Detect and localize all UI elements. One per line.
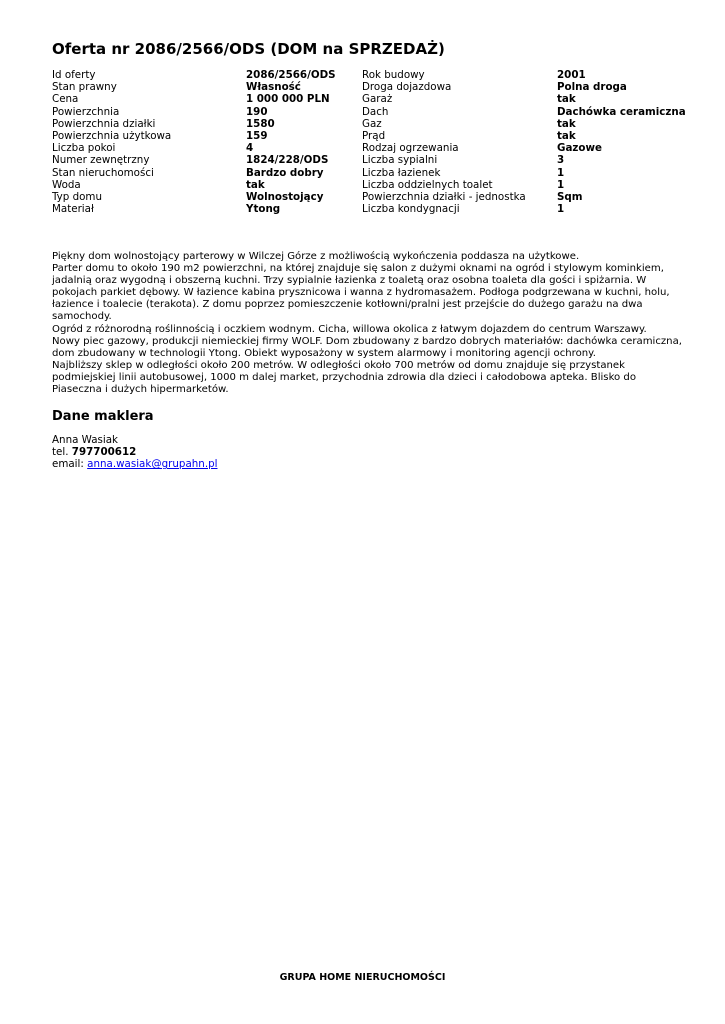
- property-value: tak: [246, 178, 265, 191]
- property-label: Rodzaj ogrzewania: [362, 142, 459, 155]
- agent-phone: 797700612: [71, 446, 137, 459]
- description-paragraph: Piękny dom wolnostojący parterowy w Wilczej Górze z możliwością wykończenia poddasza na użytkowe.: [52, 251, 580, 262]
- agent-name: Anna Wasiak: [52, 434, 119, 446]
- property-value: 159: [246, 129, 268, 142]
- property-label: Liczba kondygnacji: [362, 203, 460, 216]
- email-label: email:: [52, 458, 84, 471]
- description-paragraph: Ogród z różnorodną roślinnością i oczkiem wodnym. Cicha, willowa okolica z łatwym dojazdem do centrum Warszawy.: [52, 323, 647, 335]
- property-value: Dachówka ceramiczna: [557, 105, 686, 118]
- description-paragraph: Parter domu to około 190 m2 powierzchni, na której znajduje się salon z dużymi oknami na ogród i stylowym kominkiem, jadalnią oraz wygodną i obszerną kuchni. Trzy sypialnie łazienka z toaletą oraz osobna toaleta dla gości i spiżarnia. W pokojach parkiet dębowy. W łazience kabina prysznicowa i wanna z hydromasażem. Podłoga podgrzewana w kuchni, holu, łazience i toalecie (terakota). Z domu poprzez pomieszczenie kotłowni/pralni jest przejście do dużego garażu na dwa samochody.: [52, 263, 670, 323]
- property-label: Gaz: [362, 117, 382, 130]
- property-label: Liczba oddzielnych toalet: [362, 178, 493, 191]
- offer-title: Oferta nr 2086/2566/ODS (DOM na SPRZEDAŻ): [52, 40, 445, 58]
- property-label: Stan nieruchomości: [52, 166, 154, 179]
- property-value: Sqm: [557, 190, 583, 203]
- property-value: 1: [557, 203, 565, 216]
- property-label: Stan prawny: [52, 81, 117, 94]
- description-paragraph: Najbliższy sklep w odległości około 200 metrów. W odległości około 700 metrów od domu znajduje się przystanek podmiejskiej linii autobusowej, 1000 m dalej market, przychodnia zdrowia dla dzieci i całodobowa apteka. Blisko do Piaseczna i dużych hipermarketów.: [52, 359, 637, 396]
- property-label: Powierzchnia działki: [52, 117, 156, 130]
- property-label: Powierzchnia: [52, 105, 120, 118]
- property-row: [52, 69, 692, 81]
- agent-email-line: [52, 458, 218, 470]
- property-row: [52, 154, 692, 166]
- property-label: Dach: [362, 105, 389, 118]
- agent-heading: Dane maklera: [52, 409, 154, 424]
- agent-contact: [52, 434, 218, 471]
- property-value: 1 000 000 PLN: [246, 93, 330, 106]
- property-row: [52, 93, 692, 105]
- property-value: Bardzo dobry: [246, 166, 324, 179]
- property-row: [52, 203, 692, 215]
- property-value: 1: [557, 166, 565, 179]
- property-row: [52, 142, 692, 154]
- property-label: Liczba sypialni: [362, 154, 438, 167]
- property-value: Wolnostojący: [246, 190, 324, 203]
- property-value: 4: [246, 142, 254, 155]
- property-label: Cena: [52, 93, 79, 106]
- property-label: Powierzchnia użytkowa: [52, 129, 172, 142]
- property-label: Numer zewnętrzny: [52, 154, 150, 167]
- agent-phone-line: [52, 446, 218, 458]
- property-value: Polna droga: [557, 81, 627, 94]
- property-label: Droga dojazdowa: [362, 81, 452, 94]
- property-value: 1824/228/ODS: [246, 154, 329, 167]
- property-row: [52, 118, 692, 130]
- property-label: Prąd: [362, 129, 386, 142]
- offer-description: [52, 251, 682, 396]
- property-value: Ytong: [246, 203, 281, 216]
- property-row: [52, 130, 692, 142]
- agent-email-link[interactable]: anna.wasiak@grupahn.pl: [87, 458, 218, 471]
- property-value: 1: [557, 178, 565, 191]
- phone-label: tel.: [52, 446, 69, 459]
- property-row: [52, 179, 692, 191]
- property-label: Typ domu: [52, 190, 102, 203]
- property-value: 3: [557, 154, 565, 167]
- property-row: [52, 167, 692, 179]
- property-value: tak: [557, 93, 576, 106]
- property-value: 2086/2566/ODS: [246, 69, 336, 81]
- property-value: Gazowe: [557, 142, 602, 155]
- property-row: [52, 81, 692, 93]
- property-row: [52, 191, 692, 203]
- property-label: Rok budowy: [362, 69, 425, 81]
- property-label: Id oferty: [52, 69, 96, 81]
- property-value: tak: [557, 117, 576, 130]
- property-value: tak: [557, 129, 576, 142]
- property-label: Liczba łazienek: [362, 166, 441, 179]
- property-value: 1580: [246, 117, 275, 130]
- property-label: Garaż: [362, 93, 393, 106]
- footer-company: GRUPA HOME NIERUCHOMOŚCI: [279, 972, 446, 983]
- property-row: [52, 106, 692, 118]
- description-paragraph: Nowy piec gazowy, produkcji niemieckiej firmy WOLF. Dom zbudowany z bardzo dobrych materiałów: dachówka ceramiczna, dom zbudowany w technologii Ytong. Obiekt wyposażony w system alarmowy i monitoring agencji ochrony.: [52, 335, 682, 359]
- property-label: Liczba pokoi: [52, 142, 116, 155]
- properties-table: [52, 69, 692, 215]
- property-value: 190: [246, 105, 268, 118]
- property-label: Powierzchnia działki - jednostka: [362, 190, 526, 203]
- property-label: Woda: [52, 178, 81, 191]
- property-value: Własność: [246, 81, 301, 94]
- property-label: Materiał: [52, 203, 94, 216]
- property-value: 2001: [557, 69, 586, 81]
